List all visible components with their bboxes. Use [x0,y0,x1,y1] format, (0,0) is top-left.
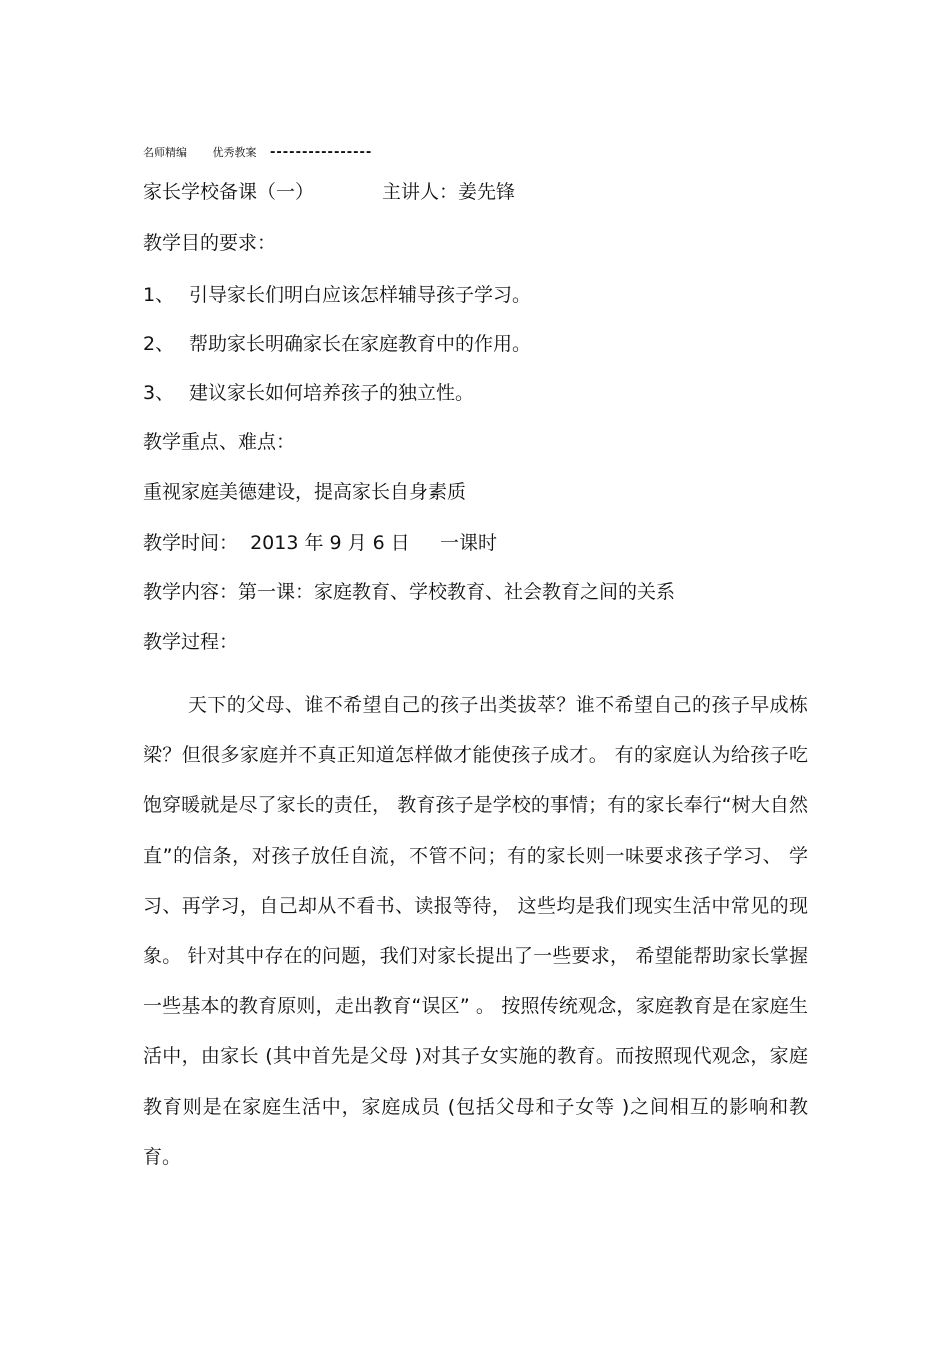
key-points-text: 重视家庭美德建设，提高家长自身素质 [143,481,467,503]
lecturer: 主讲人：姜先锋 [382,181,516,203]
objective-item-2 [143,332,531,356]
process-heading: 教学过程： [143,631,239,653]
body-paragraph: 天下的父母、谁不希望自己的孩子出类拔萃？谁不希望自己的孩子早成栋梁？但很多家庭并不真正知道怎样做才能使孩子成才。 有的家庭认为给孩子吃饱穿暖就是尽了家长的责任， 教育孩子是学校的事情；有的家长奉行“树大自然直”的信条，对孩子放任自流，不管不问；有的家长则一味要求孩子学习、 学习、再学习，自己却从不看书、读报等待， 这些均是我们现实生活中常见的现象。 针对其中存在的问题，我们对家长提出了一些要求， 希望能帮助家长掌握一些基本的教育原则，走出教育“误区” 。 按照传统观念，家庭教育是在家庭生活中，由家长 (其中首先是父母 )对其子女实施的教育。而按照现代观念，家庭教育则是在家庭生活中，家庭成员 (包括父母和子女等 )之间相互的影响和教育。 [143,694,808,1168]
header-rule: ---------------- [270,145,373,160]
objective-text: 引导家长们明白应该怎样辅导孩子学习。 [189,284,532,306]
objective-text: 帮助家长明确家长在家庭教育中的作用。 [189,333,532,355]
document-title: 家长学校备课（一） [143,181,315,203]
objective-number: 2、 [143,333,175,355]
objective-text: 建议家长如何培养孩子的独立性。 [189,382,475,404]
objective-item-3 [143,381,474,405]
teaching-time: 教学时间： 2013 年 9 月 6 日 一课时 [143,532,498,554]
key-points-heading: 教学重点、难点： [143,431,296,453]
objective-number: 3、 [143,382,175,404]
header-right-label: 优秀教案 [212,146,257,159]
body-section [143,680,808,1182]
objective-number: 1、 [143,284,175,306]
teaching-content: 教学内容：第一课：家庭教育、学校教育、社会教育之间的关系 [143,581,676,603]
page-header [143,144,372,160]
objective-item-1 [143,283,531,307]
objectives-heading: 教学目的要求： [143,232,277,254]
header-left-label: 名师精编 [143,146,187,159]
title-line [143,180,515,204]
